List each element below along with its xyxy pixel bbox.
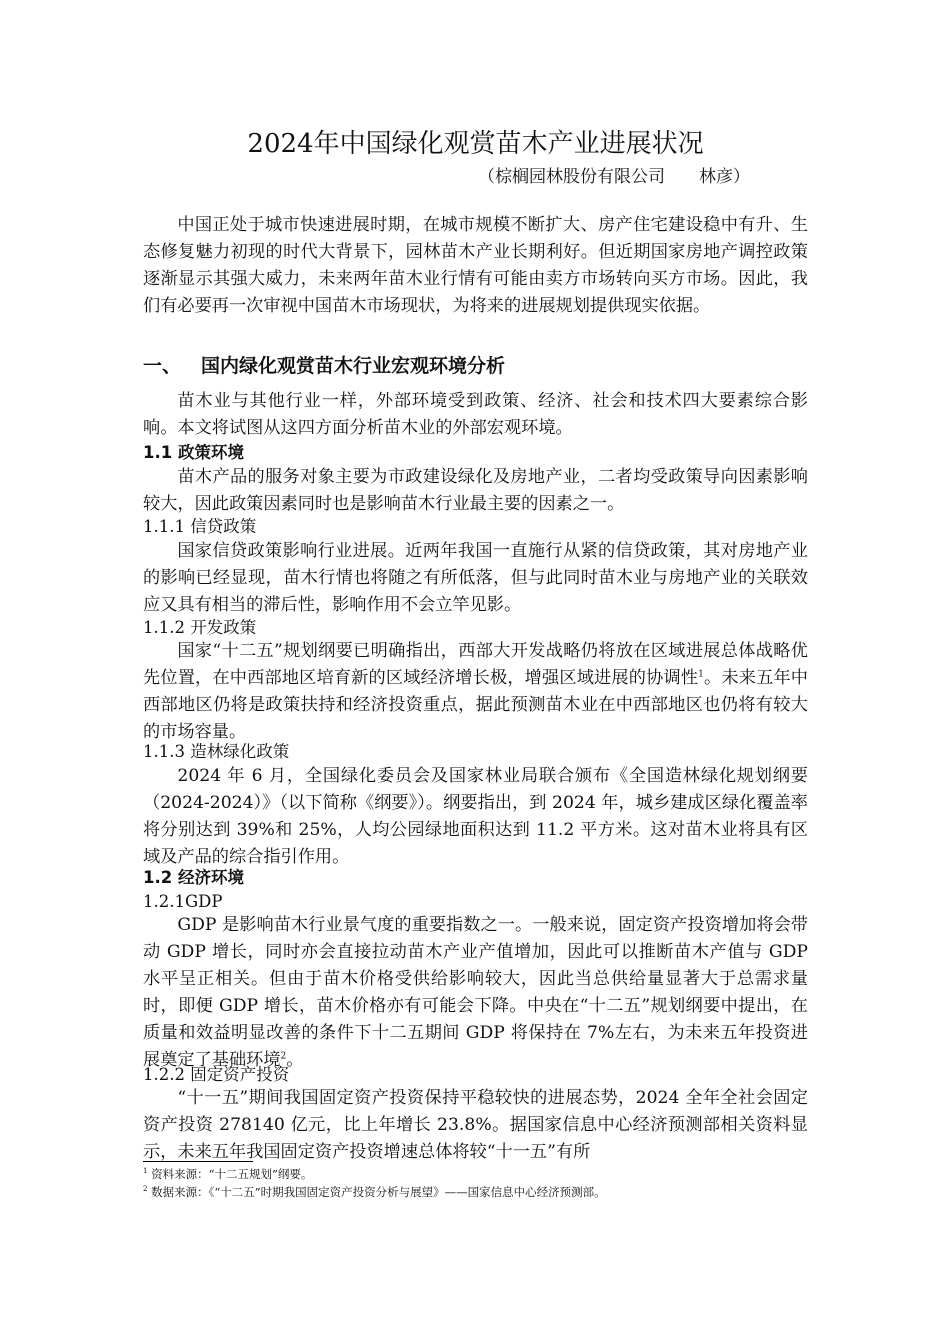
heading-1-2-2: 1.2.2 固定资产投资	[143, 1065, 290, 1084]
heading-1-2: 1.2 经济环境	[143, 868, 244, 887]
footnote-2-text: 数据来源：《“十二五”时期我国固定资产投资分析与展望》——国家信息中心经济预测部。	[151, 1185, 606, 1199]
paragraph-1-2-1-text-a: GDP 是影响苗木行业景气度的重要指数之一。一般来说，固定资产投资增加将会带动 GDP 增长，同时亦会直接拉动苗木产业产值增加，因此可以推断苗木产值与 GDP 水平呈正相关。但由于苗木价格受供给影响较大，因此当总供给量显著大于总需求量时，即便 GDP 增长，苗木价格亦有可能会下降。中央在“十二五”规划纲要中提出，在质量和效益明显改善的条件下十二五期间 GDP 将保持在 7%左右，为未来五年投资进展奠定了基础环境	[143, 915, 808, 1070]
heading-1-1: 1.1 政策环境	[143, 443, 244, 462]
heading-1-1-2: 1.1.2 开发政策	[143, 618, 257, 637]
author-line: （棕榈园林股份有限公司 林彦）	[478, 167, 750, 187]
paragraph-1-2-1-text-b: 。	[286, 1050, 304, 1070]
paragraph-1-1-3: 2024 年 6 月，全国绿化委员会及国家林业局联合颁布《全国造林绿化规划纲要（2024-2024）》（以下简称《纲要》）。纲要指出，到 2024 年，城乡建成区绿化覆盖率将分别达到 39%和 25%，人均公园绿地面积达到 11.2 平方米。这对苗木业将具有区域及产品的综合指引作用。	[143, 766, 808, 867]
footnote-ref-2: 2	[280, 1051, 287, 1062]
paragraph-1-2-2: “十一五”期间我国固定资产投资保持平稳较快的进展态势，2024 全年全社会固定资产投资 278140 亿元，比上年增长 23.8%。据国家信息中心经济预测部相关资料显示，未来五年我国固定资产投资增速总体将较“十一五”有所	[143, 1088, 808, 1162]
footnote-1-text: 资料来源：“十二五规划”纲要。	[151, 1167, 313, 1181]
document-title: 2024年中国绿化观赏苗木产业进展状况	[247, 129, 704, 159]
footnote-2-mark: 2	[143, 1185, 148, 1194]
section-1-title: 国内绿化观赏苗木行业宏观环境分析	[201, 355, 506, 377]
section-1-intro: 苗木业与其他行业一样，外部环境受到政策、经济、社会和技术四大要素综合影响。本文将试图从这四方面分析苗木业的外部宏观环境。	[143, 391, 808, 438]
paragraph-1-1-2	[143, 638, 808, 746]
paragraph-1-1-2-text-a: 国家“十二五”规划纲要已明确指出，西部大开发战略仍将放在区域进展总体战略优先位置，在中西部地区培育新的区域经济增长极，增强区域进展的协调性	[143, 641, 808, 688]
footnote-ref-1: 1	[698, 669, 704, 680]
heading-1-1-1: 1.1.1 信贷政策	[143, 517, 257, 536]
paragraph-1-1-2-text-b: 。未来五年中西部地区仍将是政策扶持和经济投资重点，据此预测苗木业在中西部地区也仍将有较大的市场容量。	[143, 668, 808, 742]
footnote-2	[143, 1184, 606, 1200]
heading-1-1-3: 1.1.3 造林绿化政策	[143, 742, 290, 761]
heading-1-2-1: 1.2.1GDP	[143, 892, 223, 911]
footnote-1-mark: 1	[143, 1167, 148, 1176]
paragraph-1-2-1	[143, 912, 808, 1074]
paragraph-1-1: 苗木产品的服务对象主要为市政建设绿化及房地产业，二者均受政策导向因素影响较大，因此政策因素同时也是影响苗木行业最主要的因素之一。	[143, 467, 808, 514]
intro-paragraph: 中国正处于城市快速进展时期，在城市规模不断扩大、房产住宅建设稳中有升、生态修复魅力初现的时代大背景下，园林苗木产业长期利好。但近期国家房地产调控政策逐渐显示其强大威力，未来两年苗木业行情有可能由卖方市场转向买方市场。因此，我们有必要再一次审视中国苗木市场现状，为将来的进展规划提供现实依据。	[143, 215, 808, 316]
footnote-separator	[143, 1161, 253, 1162]
paragraph-1-1-1: 国家信贷政策影响行业进展。近两年我国一直施行从紧的信贷政策，其对房地产业的影响已经显现，苗木行情也将随之有所低落，但与此同时苗木业与房地产业的关联效应又具有相当的滞后性，影响作用不会立竿见影。	[143, 541, 808, 615]
footnote-1	[143, 1166, 312, 1182]
section-1-number: 一、	[143, 355, 182, 377]
section-1-heading	[143, 352, 505, 380]
